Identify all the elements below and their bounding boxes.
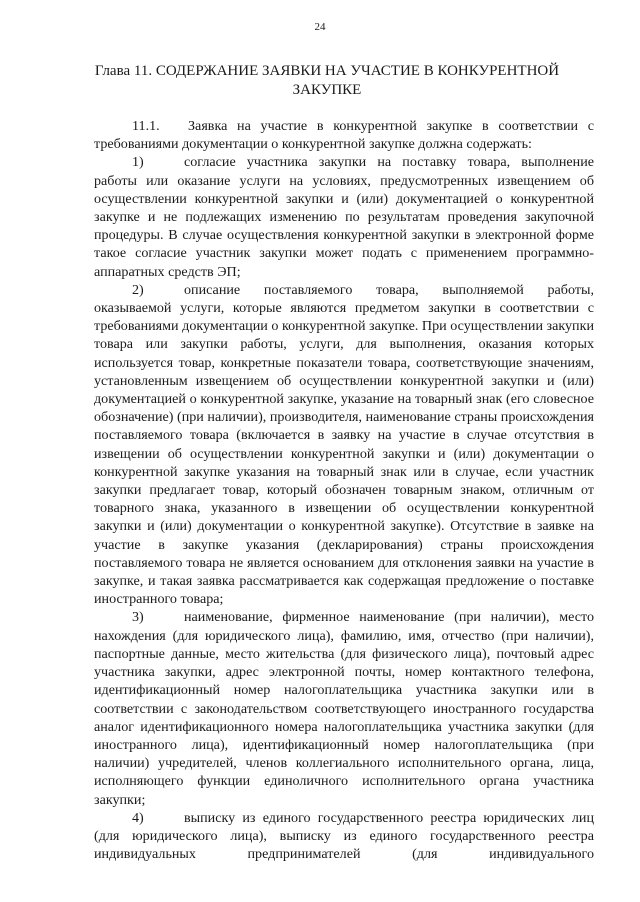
paragraph-11-1 — [94, 117, 594, 153]
list-item-text: наименование, фирменное наименование (при наличии), место нахождения (для юридического лица), фамилию, имя, отчество (при наличии), паспортные данные, место жительства (для физического лица), почтовый адрес участника закупки, адрес электронной почты, номер контактного телефона, идентификационный номер налогоплательщика участника закупки или в соответствии с законодательством соответствующего иностранного государства аналог идентификационного номера налогоплательщика участника закупки (для иностранного лица), идентификационный номер налогоплательщика (при наличии) учредителей, членов коллегиального исполнительного органа, лица, исполняющего функции единоличного исполнительного органа участника закупки; — [94, 609, 594, 808]
list-item-text: выписку из единого государственного реестра юридических лиц (для юридического лица), выписку из единого государственного реестра индивидуальных предпринимателей (для индивидуального — [94, 809, 594, 863]
chapter-title: Глава 11. СОДЕРЖАНИЕ ЗАЯВКИ НА УЧАСТИЕ В КОНКУРЕНТНОЙ ЗАКУПКЕ — [94, 63, 560, 98]
list-item-3 — [94, 608, 594, 808]
list-item-2 — [94, 281, 594, 609]
paragraph-text: Заявка на участие в конкурентной закупке в соответствии с требованиями документации о конкурентной закупке должна содержать: — [94, 118, 594, 153]
list-item-number: 2) — [132, 281, 144, 298]
list-item-text: согласие участника закупки на поставку товара, выполнение работы или оказание услуги на условиях, предусмотренных извещением об осуществлении конкурентной закупки и (или) документацией о конкурентной закупке и не подлежащих изменению по результатам проведения закупочной процедуры. В случае осуществления конкурентной закупки в электронной форме такое согласие участник закупки может подать с применением программно-аппаратных средств ЭП; — [94, 154, 594, 280]
list-item-number: 4) — [132, 809, 144, 826]
list-item-number: 1) — [132, 154, 144, 171]
list-item-1 — [94, 153, 594, 280]
document-body — [94, 117, 594, 863]
list-item-text: описание поставляемого товара, выполняемой работы, оказываемой услуги, которые являются предметом закупки в соответствии с требованиями документации о конкурентной закупке. При осуществлении закупки товара или закупки работы, услуги, для выполнения, оказания которых используется товар, конкретные показатели товара, соответствующие значениям, установленным извещением об осуществлении конкурентной закупки и (или) документацией о конкурентной закупке, указание на товарный знак (его словесное обозначение) (при наличии), производителя, наименование страны происхождения поставляемого товара (включается в заявку на участие в случае отсутствия в извещении об осуществлении конкурентной закупки и (или) документации о конкурентной закупке указания на товарный знак или в случае, если участник закупки предлагает товар, который обозначен товарным знаком, отличным от товарного знака, указанного в извещении об осуществлении конкурентной закупки и (или) документации о конкурентной закупке). Отсутствие в заявке на участие в закупке указания (декларирования) страны происхождения поставляемого товара не является основанием для отклонения заявки на участие в закупке, и такая заявка рассматривается как содержащая предложение о поставке иностранного товара; — [94, 281, 594, 608]
page-number: 24 — [314, 21, 326, 33]
paragraph-number: 11.1. — [132, 118, 160, 134]
list-item-4 — [94, 809, 594, 864]
list-item-number: 3) — [132, 609, 144, 626]
